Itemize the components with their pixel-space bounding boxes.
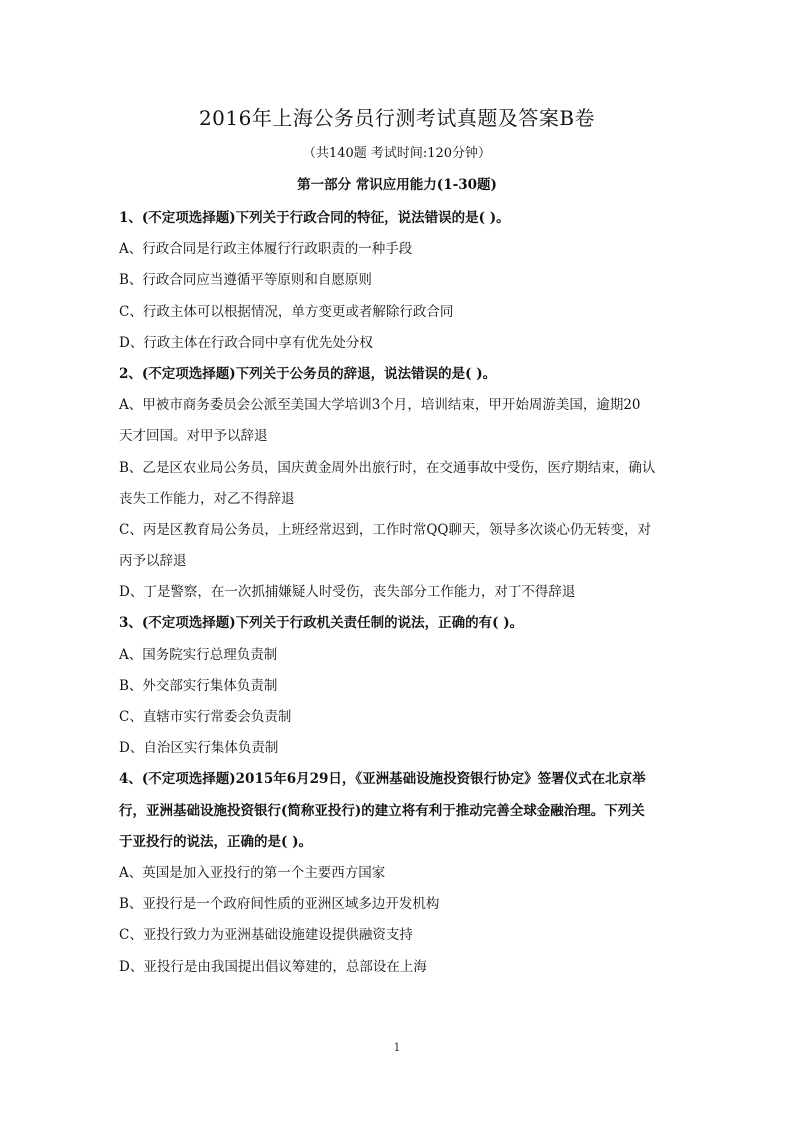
question-line: 于亚投行的说法，正确的是( )。 — [119, 833, 312, 850]
question-line: 1、(不定项选择题)下列关于行政合同的特征，说法错误的是( )。 — [119, 210, 510, 226]
option-line: 丧失工作能力，对乙不得辞退 — [119, 490, 295, 507]
section-heading: 第一部分 常识应用能力(1-30题) — [297, 177, 497, 193]
option-line: A、甲被市商务委员会公派至美国大学培训3个月，培训结束，甲开始周游美国，逾期20 — [119, 397, 641, 414]
option-line: 丙予以辞退 — [119, 553, 187, 570]
page-number: 1 — [393, 1041, 401, 1054]
option-line: D、丁是警察，在一次抓捕嫌疑人时受伤，丧失部分工作能力，对丁不得辞退 — [119, 584, 576, 601]
question-line: 行，亚洲基础设施投资银行(简称亚投行)的建立将有利于推动完善全球金融治理。下列关 — [119, 802, 645, 819]
question-line: 2、(不定项选择题)下列关于公务员的辞退，说法错误的是( )。 — [119, 365, 497, 382]
option-line: D、行政主体在行政合同中享有优先处分权 — [119, 334, 373, 351]
question-line: 3、(不定项选择题)下列关于行政机关责任制的说法，正确的有( )。 — [119, 615, 524, 632]
option-line: D、自治区实行集体负责制 — [119, 740, 279, 757]
option-line: A、行政合同是行政主体履行行政职责的一种手段 — [119, 241, 413, 258]
option-line: D、亚投行是由我国提出倡议筹建的，总部设在上海 — [119, 958, 427, 975]
exam-info: （共140题 考试时间:120分钟） — [302, 146, 492, 161]
option-line: B、行政合同应当遵循平等原则和自愿原则 — [119, 272, 372, 289]
option-line: B、乙是区农业局公务员，国庆黄金周外出旅行时，在交通事故中受伤，医疗期结束，确认 — [119, 459, 656, 476]
option-line: B、亚投行是一个政府间性质的亚洲区域多边开发机构 — [119, 896, 440, 913]
option-line: C、丙是区教育局公务员，上班经常迟到，工作时常QQ聊天，领导多次谈心仍无转变，对 — [119, 521, 651, 538]
option-line: B、外交部实行集体负责制 — [119, 677, 278, 694]
question-line: 4、(不定项选择题)2015年6月29日，《亚洲基础设施投资银行协定》签署仪式在北京举 — [119, 771, 646, 788]
option-line: 天才回国。对甲予以辞退 — [119, 428, 268, 445]
option-line: A、英国是加入亚投行的第一个主要西方国家 — [119, 864, 386, 881]
question-list — [119, 203, 679, 983]
option-line: C、行政主体可以根据情况，单方变更或者解除行政合同 — [119, 303, 454, 320]
option-line: A、国务院实行总理负责制 — [119, 646, 278, 663]
option-line: C、亚投行致力为亚洲基础设施建设提供融资支持 — [119, 927, 413, 944]
option-line: C、直辖市实行常委会负责制 — [119, 709, 292, 725]
document-title: 2016年上海公务员行测考试真题及答案B卷 — [198, 106, 596, 130]
